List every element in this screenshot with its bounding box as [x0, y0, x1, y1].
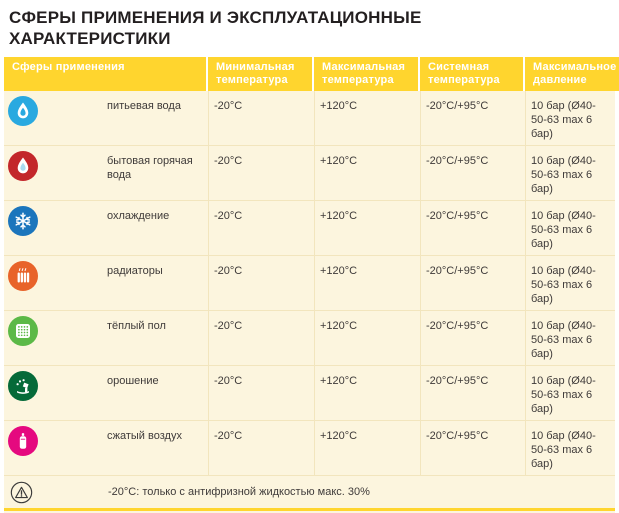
- application-label: орошение: [107, 375, 159, 387]
- system-temp-value: -20°C/+95°C: [420, 366, 525, 420]
- max-temp-value: +120°C: [314, 91, 420, 145]
- radiator-icon: [8, 261, 38, 291]
- application-label: тёплый пол: [107, 320, 166, 332]
- max-temp-value: +120°C: [314, 421, 420, 475]
- min-temp-value: -20°C: [208, 256, 314, 310]
- irrigation-icon: [8, 371, 38, 401]
- header-applications: Сферы применения: [4, 57, 206, 91]
- system-temp-value: -20°C/+95°C: [420, 201, 525, 255]
- table-header: [4, 57, 615, 91]
- hot-water-drop-icon: [8, 151, 38, 181]
- max-pressure-value: 10 бар (Ø40-50-63 max 6 бар): [525, 311, 615, 365]
- page-title: СФЕРЫ ПРИМЕНЕНИЯ И ЭКСПЛУАТАЦИОННЫЕ ХАРАКТЕРИСТИКИ: [9, 8, 422, 48]
- table-row-irrigation: [4, 365, 615, 420]
- min-temp-value: -20°C: [208, 201, 314, 255]
- header-max-pressure: Максимальное давление: [525, 57, 619, 91]
- system-temp-value: -20°C/+95°C: [420, 91, 525, 145]
- application-label: радиаторы: [107, 265, 163, 277]
- application-label: бытовая горячая вода: [107, 155, 193, 181]
- max-temp-value: +120°C: [314, 256, 420, 310]
- max-pressure-value: 10 бар (Ø40-50-63 max 6 бар): [525, 146, 615, 200]
- min-temp-value: -20°C: [208, 421, 314, 475]
- table-row-radiators: [4, 255, 615, 310]
- header-min-temperature: Минимальная температура: [208, 57, 312, 91]
- warning-icon: [10, 481, 33, 504]
- floor-heating-icon: [8, 316, 38, 346]
- snowflake-icon: [8, 206, 38, 236]
- min-temp-value: -20°C: [208, 366, 314, 420]
- max-pressure-value: 10 бар (Ø40-50-63 max 6 бар): [525, 366, 615, 420]
- system-temp-value: -20°C/+95°C: [420, 421, 525, 475]
- application-label: питьевая вода: [107, 100, 181, 112]
- max-temp-value: +120°C: [314, 311, 420, 365]
- max-pressure-value: 10 бар (Ø40-50-63 max 6 бар): [525, 91, 615, 145]
- compressed-air-icon: [8, 426, 38, 456]
- table-row-cooling: [4, 200, 615, 255]
- max-temp-value: +120°C: [314, 146, 420, 200]
- water-drop-icon: [8, 96, 38, 126]
- application-label: сжатый воздух: [107, 430, 182, 442]
- system-temp-value: -20°C/+95°C: [420, 256, 525, 310]
- system-temp-value: -20°C/+95°C: [420, 146, 525, 200]
- max-temp-value: +120°C: [314, 366, 420, 420]
- header-system-temperature: Системная температура: [420, 57, 523, 91]
- antifreeze-note: -20°C: только с антифризной жидкостью макс. 30%: [108, 486, 370, 498]
- min-temp-value: -20°C: [208, 146, 314, 200]
- note-row: [4, 475, 615, 508]
- max-temp-value: +120°C: [314, 201, 420, 255]
- table-row-floor-heating: [4, 310, 615, 365]
- min-temp-value: -20°C: [208, 311, 314, 365]
- application-label: охлаждение: [107, 210, 170, 222]
- table-row-compressed-air: [4, 420, 615, 475]
- applications-table: [4, 57, 615, 513]
- min-temp-value: -20°C: [208, 91, 314, 145]
- max-pressure-value: 10 бар (Ø40-50-63 max 6 бар): [525, 201, 615, 255]
- max-pressure-value: 10 бар (Ø40-50-63 max 6 бар): [525, 256, 615, 310]
- max-pressure-value: 10 бар (Ø40-50-63 max 6 бар): [525, 421, 615, 475]
- system-temp-value: -20°C/+95°C: [420, 311, 525, 365]
- table-row-drinking-water: [4, 91, 615, 145]
- header-max-temperature: Максимальная температура: [314, 57, 418, 91]
- table-row-hot-water: [4, 145, 615, 200]
